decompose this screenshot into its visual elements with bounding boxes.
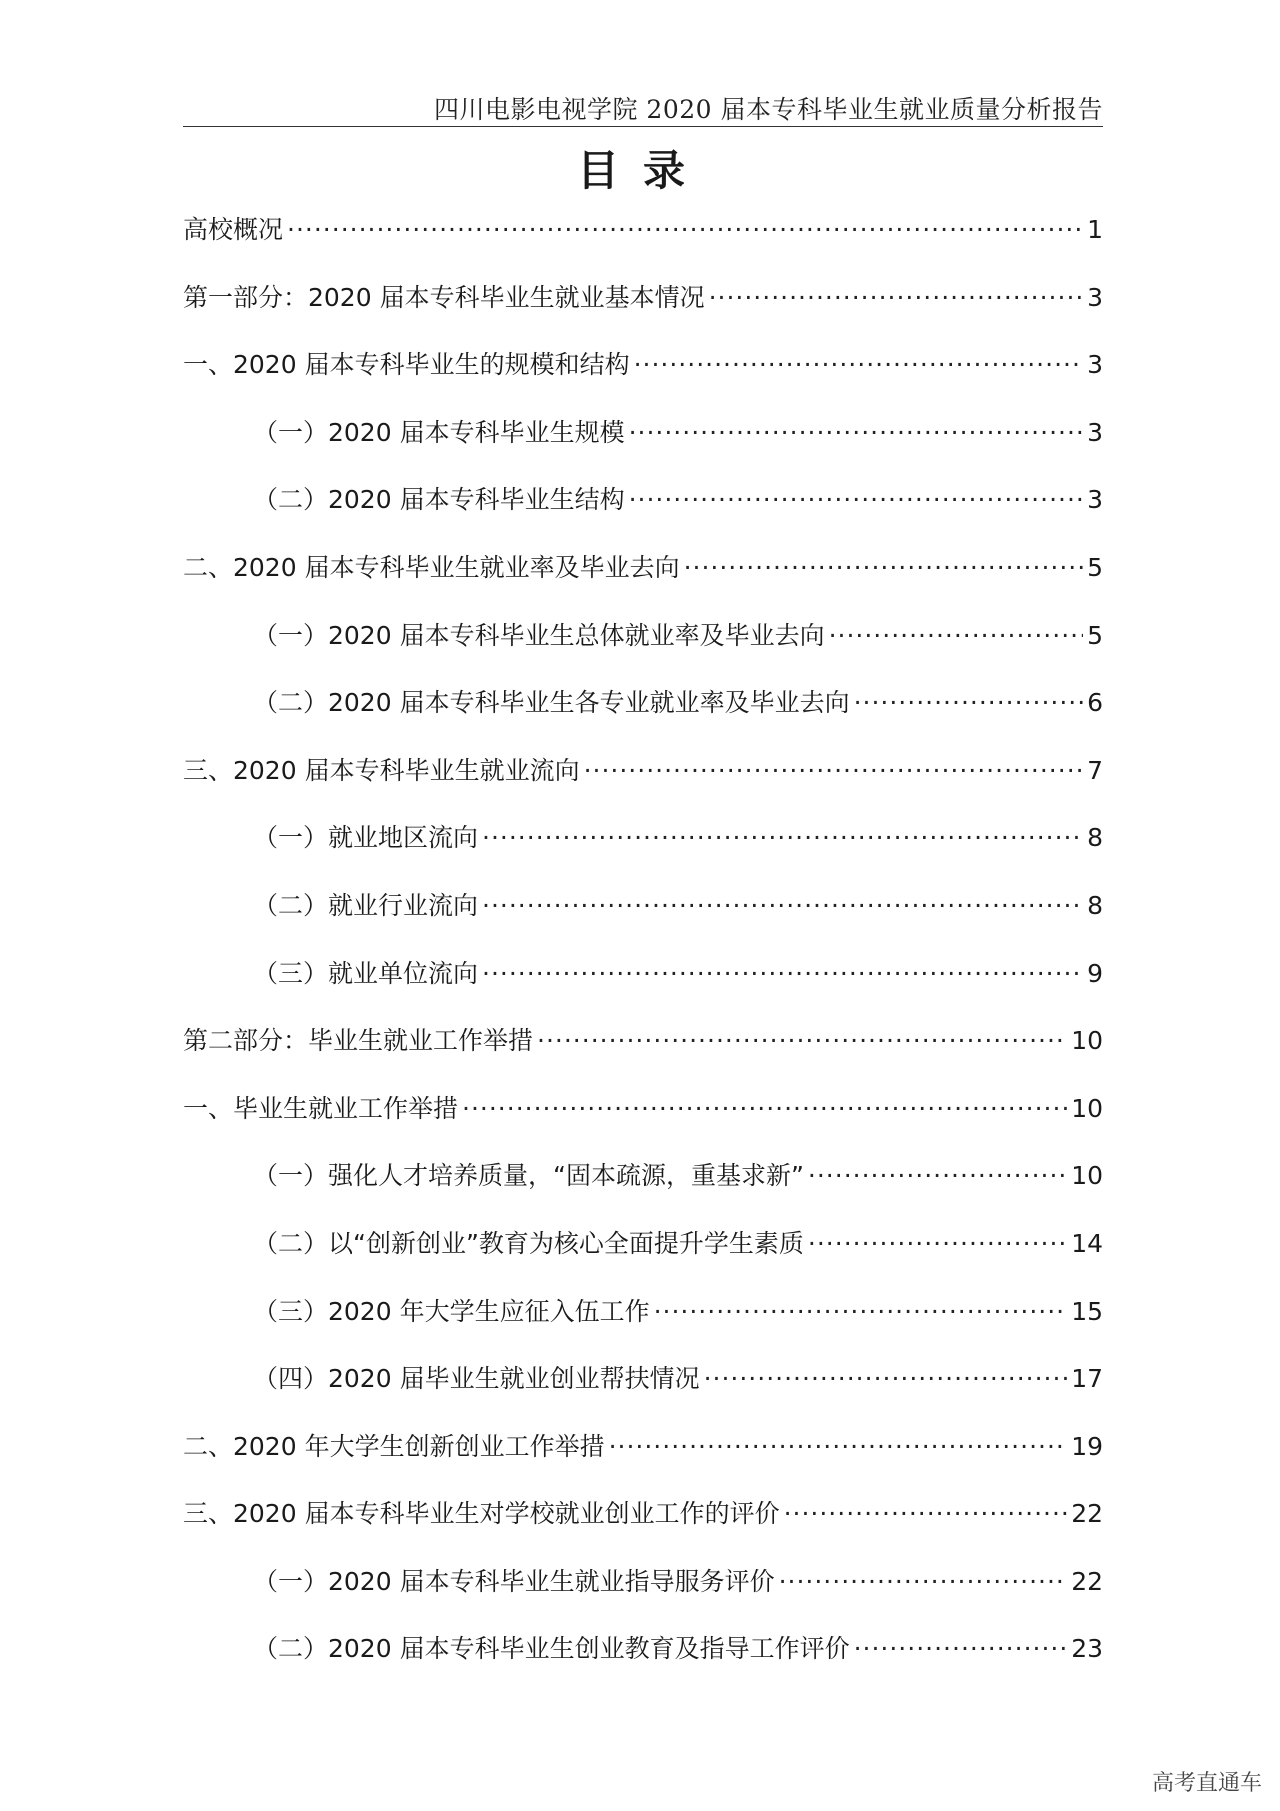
toc-page-number: 23 [1071, 1634, 1103, 1664]
toc-entry[interactable] [183, 1357, 1103, 1425]
toc-entry-label: 一、毕业生就业工作举措 [183, 1093, 459, 1123]
toc-entry-label: 第二部分：毕业生就业工作举措 [183, 1026, 534, 1056]
toc-list [183, 208, 1103, 1695]
toc-dot-leader [629, 478, 1084, 522]
toc-dot-leader [482, 884, 1083, 928]
toc-entry[interactable] [183, 1425, 1103, 1493]
toc-entry-label: （二）2020 届本专科毕业生结构 [253, 485, 625, 515]
toc-page-number: 22 [1071, 1499, 1103, 1529]
toc-entry-label: （一）强化人才培养质量，“固本疏源，重基求新” [253, 1161, 804, 1191]
toc-entry[interactable] [183, 614, 1103, 682]
toc-page-number: 10 [1071, 1093, 1103, 1123]
toc-entry[interactable] [183, 1087, 1103, 1155]
toc-page-number: 3 [1087, 350, 1103, 380]
toc-entry-label: （二）2020 届本专科毕业生创业教育及指导工作评价 [253, 1634, 850, 1664]
toc-page-number: 17 [1071, 1364, 1103, 1394]
toc-dot-leader [609, 1425, 1068, 1469]
toc-dot-leader [709, 276, 1084, 320]
toc-entry[interactable] [183, 546, 1103, 614]
toc-entry[interactable] [183, 1492, 1103, 1560]
toc-dot-leader [462, 1087, 1067, 1131]
toc-page-number: 10 [1071, 1026, 1103, 1056]
toc-entry[interactable] [183, 681, 1103, 749]
toc-entry[interactable] [183, 1154, 1103, 1222]
toc-dot-leader [634, 343, 1084, 387]
toc-dot-leader [829, 614, 1084, 658]
toc-page-number: 9 [1087, 958, 1103, 988]
toc-dot-leader [854, 681, 1084, 725]
toc-entry[interactable] [183, 208, 1103, 276]
toc-dot-leader [584, 749, 1084, 793]
toc-page-number: 7 [1087, 755, 1103, 785]
watermark: 高考直通车 [1151, 1771, 1262, 1796]
toc-page-number: 5 [1087, 552, 1103, 582]
toc-entry-label: 高校概况 [183, 215, 284, 244]
toc-dot-leader [287, 208, 1083, 252]
toc-dot-leader [779, 1560, 1068, 1604]
toc-dot-leader [704, 1357, 1068, 1401]
toc-entry-label: （二）以“创新创业”教育为核心全面提升学生素质 [253, 1228, 804, 1258]
toc-entry[interactable] [183, 276, 1103, 344]
toc-entry-label: （三）就业单位流向 [253, 958, 479, 988]
toc-dot-leader [784, 1492, 1068, 1536]
toc-dot-leader [808, 1154, 1067, 1198]
toc-entry-label: 二、2020 年大学生创新创业工作举措 [183, 1431, 605, 1461]
toc-page-number: 6 [1087, 688, 1103, 718]
toc-entry-label: （四）2020 届毕业生就业创业帮扶情况 [253, 1364, 700, 1394]
running-header: 四川电影电视学院 2020 届本专科毕业生就业质量分析报告 [433, 95, 1103, 124]
toc-entry-label: （二）2020 届本专科毕业生各专业就业率及毕业去向 [253, 688, 850, 718]
toc-page-number: 22 [1071, 1566, 1103, 1596]
toc-entry-label: （三）2020 年大学生应征入伍工作 [253, 1296, 650, 1326]
toc-entry[interactable] [183, 1290, 1103, 1358]
toc-dot-leader [537, 1019, 1067, 1063]
toc-page-number: 3 [1087, 485, 1103, 515]
toc-entry[interactable] [183, 1627, 1103, 1695]
toc-entry-label: （二）就业行业流向 [253, 890, 479, 920]
toc-page-number: 3 [1087, 417, 1103, 447]
toc-entry[interactable] [183, 343, 1103, 411]
toc-dot-leader [482, 816, 1083, 860]
toc-entry[interactable] [183, 411, 1103, 479]
toc-dot-leader [482, 952, 1083, 996]
toc-entry[interactable] [183, 478, 1103, 546]
toc-page-number: 8 [1087, 890, 1103, 920]
toc-dot-leader [629, 411, 1084, 455]
toc-page-number: 15 [1071, 1296, 1103, 1326]
toc-entry[interactable] [183, 1560, 1103, 1628]
header-divider [183, 126, 1103, 127]
toc-page-number: 19 [1071, 1431, 1103, 1461]
toc-page-number: 14 [1071, 1228, 1103, 1258]
toc-entry[interactable] [183, 1222, 1103, 1290]
toc-page-number: 5 [1087, 620, 1103, 650]
toc-entry-label: 第一部分：2020 届本专科毕业生就业基本情况 [183, 282, 705, 312]
toc-entry-label: 三、2020 届本专科毕业生对学校就业创业工作的评价 [183, 1499, 780, 1529]
toc-entry-label: 一、2020 届本专科毕业生的规模和结构 [183, 350, 630, 380]
toc-entry-label: （一）2020 届本专科毕业生规模 [253, 417, 625, 447]
toc-dot-leader [854, 1627, 1068, 1671]
toc-title: 目录 [576, 146, 709, 195]
toc-page-number: 3 [1087, 282, 1103, 312]
toc-dot-leader [684, 546, 1084, 590]
toc-entry[interactable] [183, 1019, 1103, 1087]
toc-entry-label: （一）2020 届本专科毕业生总体就业率及毕业去向 [253, 620, 825, 650]
toc-entry[interactable] [183, 749, 1103, 817]
toc-page-number: 8 [1087, 823, 1103, 853]
toc-page-number: 1 [1087, 215, 1103, 244]
toc-entry-label: 三、2020 届本专科毕业生就业流向 [183, 755, 580, 785]
toc-entry[interactable] [183, 884, 1103, 952]
toc-entry[interactable] [183, 816, 1103, 884]
toc-entry[interactable] [183, 952, 1103, 1020]
toc-entry-label: （一）2020 届本专科毕业生就业指导服务评价 [253, 1566, 775, 1596]
toc-entry-label: （一）就业地区流向 [253, 823, 479, 853]
toc-page-number: 10 [1071, 1161, 1103, 1191]
toc-entry-label: 二、2020 届本专科毕业生就业率及毕业去向 [183, 552, 680, 582]
toc-dot-leader [654, 1290, 1068, 1334]
toc-dot-leader [808, 1222, 1067, 1266]
